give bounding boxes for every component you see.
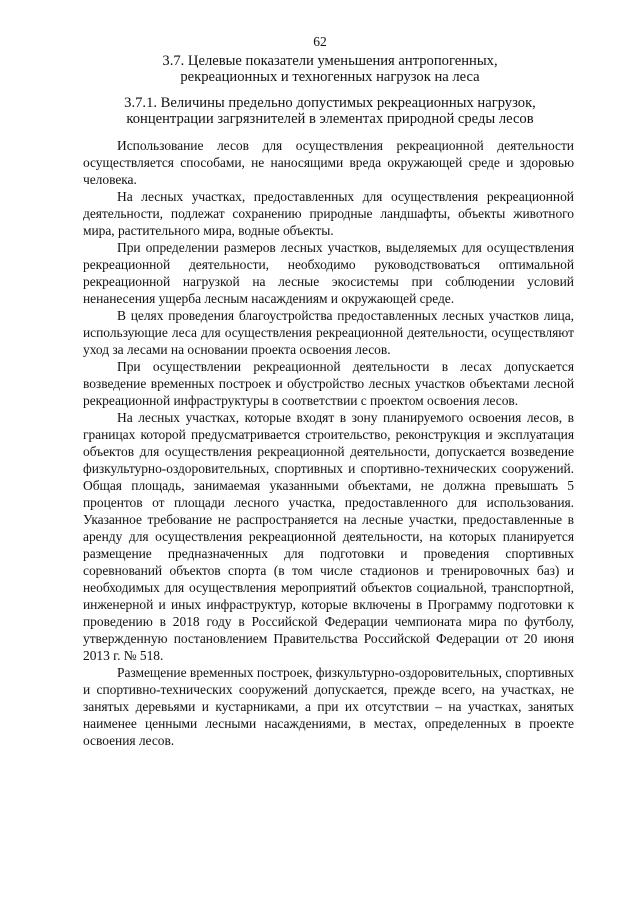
subsection-heading-line-1: 3.7.1. Величины предельно допустимых рекреационных нагрузок, xyxy=(124,95,536,111)
paragraph-preservation: На лесных участках, предоставленных для осуществления рекреационной деятельности, подлежат сохранению природные ландшафты, объекты животного мира, растительного мира, водные объекты. xyxy=(83,189,574,238)
paragraph-sports-facilities: На лесных участках, которые входят в зону планируемого освоения лесов, в границах которой предусматривается строительство, реконструкция и эксплуатация объектов для осуществления рекреационной деятельности, допускается возведение физкультурно-оздоровительных, спортивных и спортивно-технических сооружений. Общая площадь, занимаемая указанными объектами, не должна превышать 5 процентов от площади лесного участка, предоставленного для использования. Указанное требование не распространяется на лесные участки, предоставленные в аренду для осуществления рекреационной деятельности, на которых планируется размещение предназначенных для подготовки и проведения спортивных соревнований объектов спорта (в том числе стадионов и тренировочных баз) и необходимых для осуществления мероприятий объектов социальной, транспортной, инженерной и иных инфраструктур, которые включены в Программу подготовки к проведению в 2018 году в Российской Федерации чемпионата мира по футболу, утвержденную постановлением Правительства Российской Федерации от 20 июня 2013 г. № 518. xyxy=(83,410,574,663)
body-text xyxy=(83,137,574,749)
page-number: 62 xyxy=(313,34,327,49)
section-heading-line-2: рекреационных и техногенных нагрузок на леса xyxy=(180,68,480,85)
paragraph-recreation-methods: Использование лесов для осуществления рекреационной деятельности осуществляется способами, не наносящими вреда окружающей среде и здоровью человека. xyxy=(83,138,574,187)
subsection-heading-line-2: концентрации загрязнителей в элементах природной среды лесов xyxy=(126,110,534,127)
subsection-heading xyxy=(80,96,580,127)
paragraph-temporary-buildings: При осуществлении рекреационной деятельности в лесах допускается возведение временных построек и обустройство лесных участков объектами лесной рекреационной инфраструктуры в соответствии с проектом освоения лесов. xyxy=(83,359,574,408)
paragraph-landscaping: В целях проведения благоустройства предоставленных лесных участков лица, использующие леса для осуществления рекреационной деятельности, осуществляют уход за лесами на основании проекта освоения лесов. xyxy=(83,308,574,357)
paragraph-placement: Размещение временных построек, физкультурно-оздоровительных, спортивных и спортивно-технических сооружений допускается, прежде всего, на участках, не занятых деревьями и кустарниками, а при их отсутствии – на участках, занятых наименее ценными лесными насаждениями, в местах, определенных в проекте освоения лесов. xyxy=(83,665,574,748)
section-heading-line-1: 3.7. Целевые показатели уменьшения антропогенных, xyxy=(162,53,498,69)
paragraph-plot-sizing: При определении размеров лесных участков, выделяемых для осуществления рекреационной деятельности, необходимо руководствоваться оптимальной рекреационной нагрузкой на лесные экосистемы при соблюдении условий ненанесения ущерба лесным насаждениям и окружающей среде. xyxy=(83,240,574,306)
section-heading xyxy=(80,54,580,85)
